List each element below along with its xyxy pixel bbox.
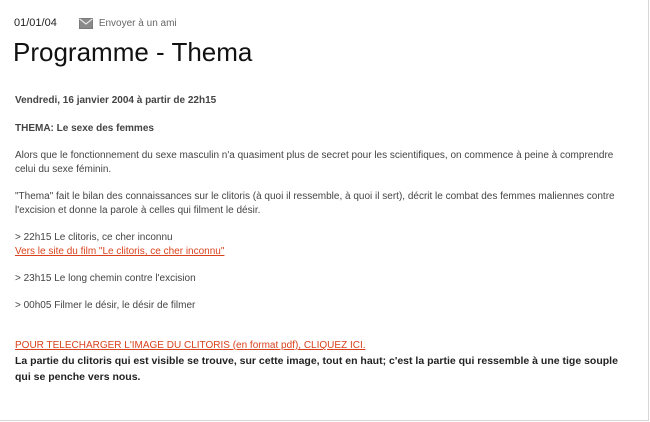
intro-paragraph: Alors que le fonctionnement du sexe masculin n'a quasiment plus de secret pour les scientifiques, on commence à peine à comprendre celui du sexe féminin. — [15, 150, 614, 175]
schedule-item: > 22h15 Le clitoris, ce cher inconnu — [15, 232, 173, 243]
send-to-friend-link[interactable] — [79, 18, 177, 29]
section-title: THEMA: Le sexe des femmes — [15, 123, 154, 134]
article-toolbar — [14, 15, 177, 31]
download-pdf-link[interactable]: POUR TELECHARGER L'IMAGE DU CLITORIS (en format pdf), CLIQUEZ ICI. — [15, 340, 366, 351]
schedule-item: > 23h15 Le long chemin contre l'excision — [15, 273, 196, 284]
summary-paragraph: "Thema" fait le bilan des connaissances sur le clitoris (à quoi il ressemble, à quoi il sert), décrit le combat des femmes maliennes contre l'excision et donne la parole à celles qui filment le désir. — [15, 191, 615, 216]
send-to-friend-label: Envoyer à un ami — [98, 17, 177, 29]
film-site-link[interactable]: Vers le site du film "Le clitoris, ce cher inconnu" — [15, 246, 225, 257]
envelope-icon — [79, 18, 93, 29]
page-title: Programme - Thema — [13, 37, 253, 67]
broadcast-date: Vendredi, 16 janvier 2004 à partir de 22h15 — [15, 95, 217, 106]
article-date: 01/01/04 — [14, 17, 57, 29]
final-note: La partie du clitoris qui est visible se trouve, sur cette image, tout en haut; c'est la partie qui ressemble à une tige souple qui se penche vers nous. — [15, 355, 618, 383]
article-body — [15, 94, 625, 385]
schedule-item: > 00h05 Filmer le désir, le désir de filmer — [15, 300, 196, 311]
